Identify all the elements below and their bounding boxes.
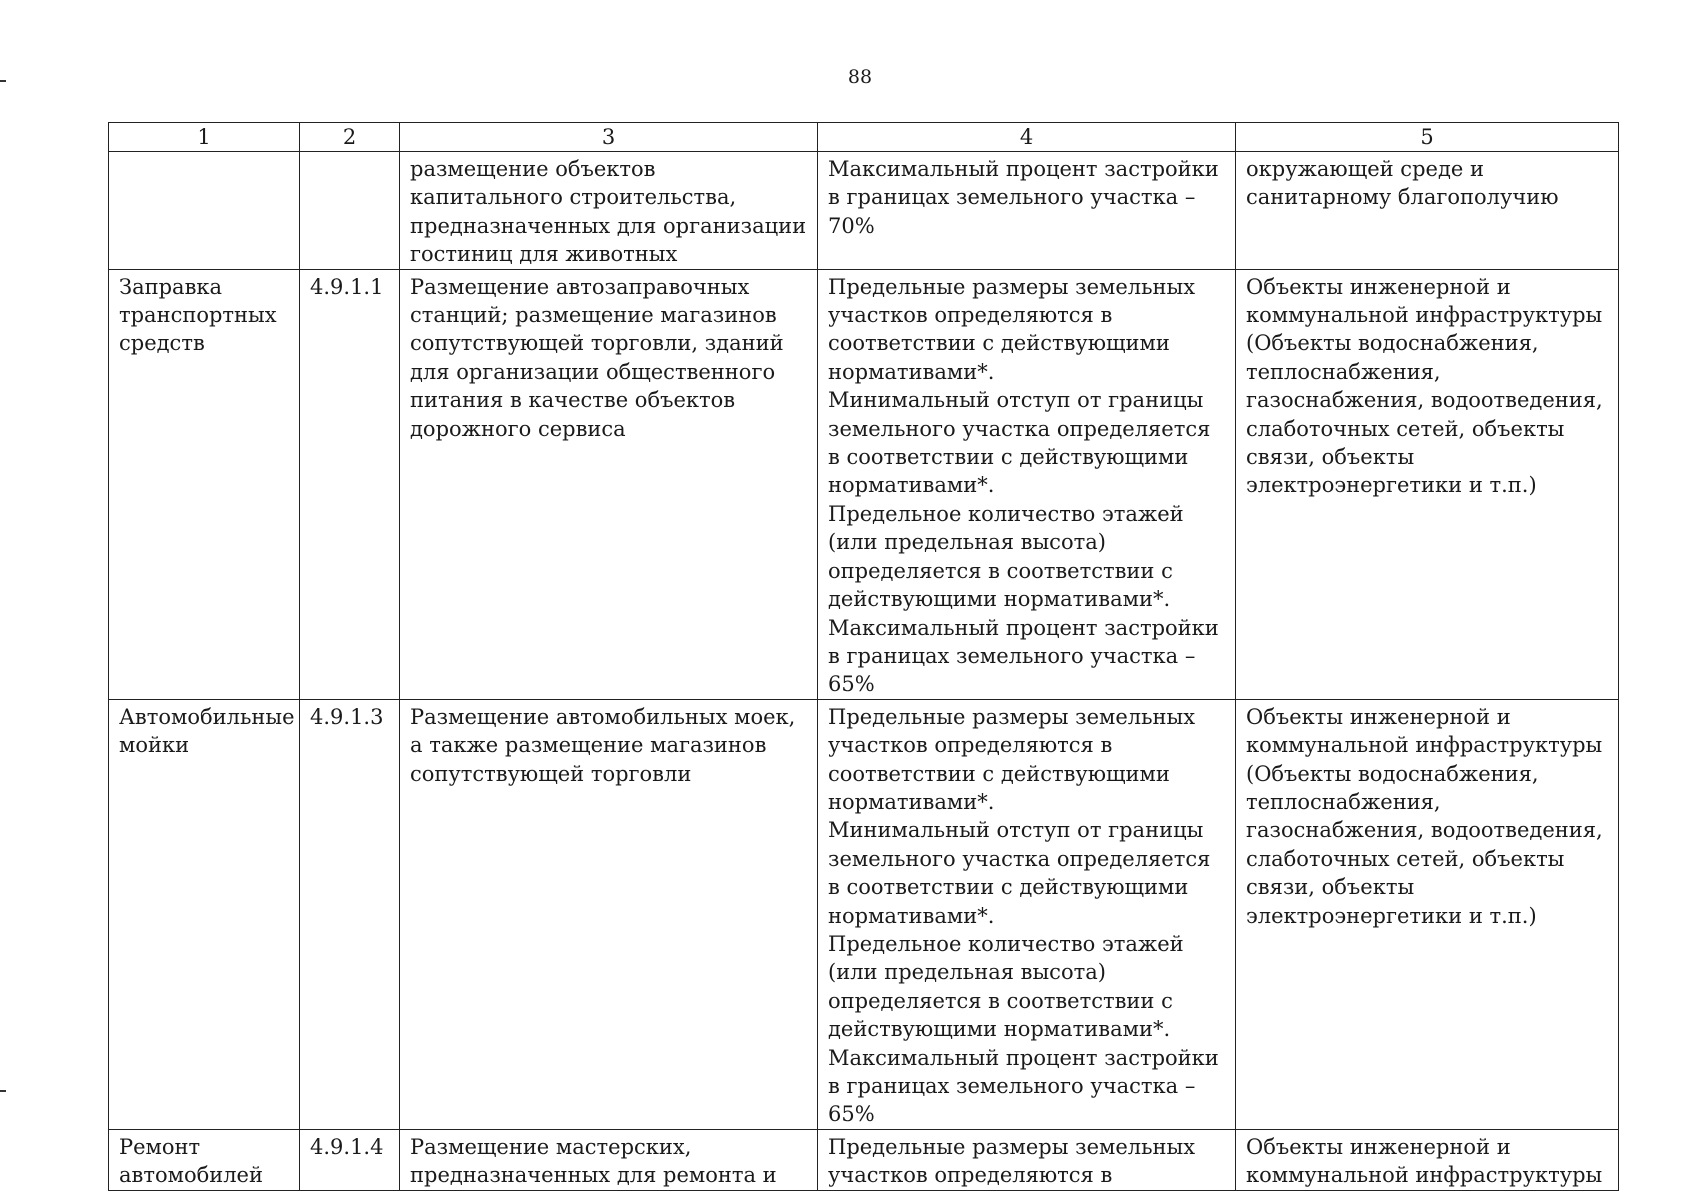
use-name: Ремонт автомобилей [119,1134,263,1188]
use-description: Размещение автозаправочных станций; размещение магазинов сопутствующей торговли, зданий для организации общественного питания в качестве объектов дорожного сервиса [410,274,784,441]
use-description-cell [400,1129,818,1190]
parameters-cell [818,269,1236,699]
header-cell: 3 [400,123,818,152]
use-name: Автомобильные мойки [119,704,295,758]
auxiliary-uses-cell [1236,269,1619,699]
margin-mark [0,1090,6,1092]
parameters-cell [818,152,1236,270]
header-cell: 4 [818,123,1236,152]
margin-mark [0,80,6,82]
zoning-table [108,122,1619,1191]
use-code: 4.9.1.1 [310,274,384,299]
parameters: Предельные размеры земельных участков определяются в [828,1134,1196,1188]
use-description-cell [400,152,818,270]
table-row [109,269,1619,699]
auxiliary-uses-cell [1236,1129,1619,1190]
parameters: Предельные размеры земельных участков определяются в соответствии с действующими нормативами*. Минимальный отступ от границы земельного участка определяется в соответствии с действующими нормативами*. Предельное количество этажей (или предельная высота) определяется в соответствии с действующими нормативами*. Максимальный процент застройки в границах земельного участка – 65% [828,274,1219,697]
table-row [109,699,1619,1129]
table-row [109,152,1619,270]
header-cell: 2 [300,123,400,152]
parameters: Предельные размеры земельных участков определяются в соответствии с действующими нормативами*. Минимальный отступ от границы земельного участка определяется в соответствии с действующими нормативами*. Предельное количество этажей (или предельная высота) определяется в соответствии с действующими нормативами*. Максимальный процент застройки в границах земельного участка – 65% [828,704,1219,1127]
auxiliary-uses: Объекты инженерной и коммунальной инфраструктуры (Объекты водоснабжения, теплоснабжения, газоснабжения, водоотведения, слаботочных сетей, объекты связи, объекты электроэнергетики и т.п.) [1246,274,1603,498]
use-code: 4.9.1.4 [310,1134,384,1159]
parameters: Максимальный процент застройки в границах земельного участка – 70% [828,157,1219,238]
auxiliary-uses: Объекты инженерной и коммунальной инфраструктуры [1246,1134,1603,1188]
use-name: Заправка транспортных средств [119,274,277,356]
table-row [109,1129,1619,1190]
use-name-cell [109,269,300,699]
use-description-cell [400,269,818,699]
use-description-cell [400,699,818,1129]
use-description: Размещение автомобильных моек, а также размещение магазинов сопутствующей торговли [410,704,796,786]
use-code-cell [300,269,400,699]
use-code-cell [300,152,400,270]
use-description: размещение объектов капитального строительства, предназначенных для организации гостиниц для животных [410,157,807,267]
auxiliary-uses-cell [1236,152,1619,270]
parameters-cell [818,699,1236,1129]
use-code-cell [300,699,400,1129]
auxiliary-uses: Объекты инженерной и коммунальной инфраструктуры (Объекты водоснабжения, теплоснабжения, газоснабжения, водоотведения, слаботочных сетей, объекты связи, объекты электроэнергетики и т.п.) [1246,704,1603,928]
header-cell: 5 [1236,123,1619,152]
use-description: Размещение мастерских, предназначенных для ремонта и [410,1134,777,1188]
auxiliary-uses: окружающей среде и санитарному благополучию [1246,157,1559,210]
page-number: 88 [847,66,873,88]
use-name-cell [109,1129,300,1190]
use-name-cell [109,152,300,270]
parameters-cell [818,1129,1236,1190]
header-cell: 1 [109,123,300,152]
use-name-cell [109,699,300,1129]
table-header-row [109,123,1619,152]
use-code: 4.9.1.3 [310,704,384,729]
use-code-cell [300,1129,400,1190]
auxiliary-uses-cell [1236,699,1619,1129]
